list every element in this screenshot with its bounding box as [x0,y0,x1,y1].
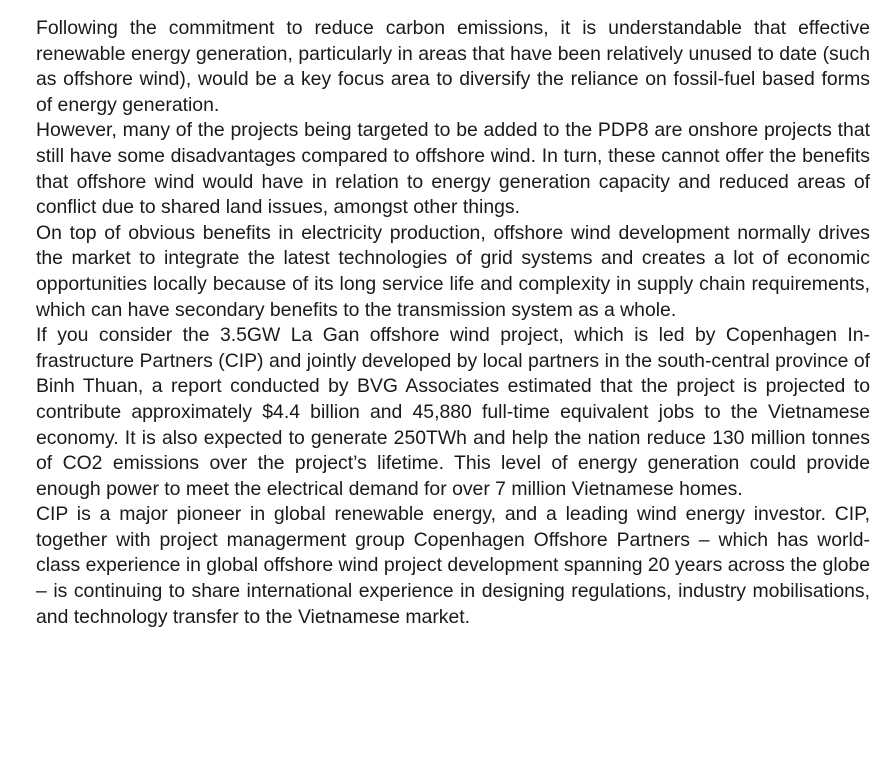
paragraph-la-gan-project: If you consider the 3.5GW La Gan offshore wind project, which is led by Copenhagen Infrastructure Partners (CIP) and jointly developed by local partners in the south-central province of Binh Thuan, a report conducted by BVG Associates estimated that the project is projected to contribute approximately $4.4 billion and 45,880 full-time equivalent jobs to the Vietnamese economy. It is also expected to generate 250TWh and help the nation reduce 130 million tonnes of CO2 emissions over the project’s lifetime. This level of energy generation could provide enough power to meet the electrical demand for over 7 million Vietnamese homes. [36,324,870,500]
paragraph-carbon-commitment: Following the commitment to reduce carbon emissions, it is understandable that effective renewable energy generation, particularly in areas that have been relatively unused to date (such as offshore wind), would be a key focus area to diversify the reliance on fossil-fuel based forms of energy generation. [36,17,870,116]
article-body [36,16,870,630]
paragraph-cip-pioneer: CIP is a major pioneer in global renewable energy, and a leading wind energy investor. CIP, together with project managerment group Copenhagen Offshore Partners – which has world-class experience in global offshore wind project development spanning 20 years across the globe – is continuing to share international experience in designing regulations, industry mobilisations, and technology transfer to the Vietnamese market. [36,503,870,628]
paragraph-offshore-benefits: On top of obvious benefits in electricity production, offshore wind development normally drives the market to integrate the latest technologies of grid systems and creates a lot of economic opportunities locally because of its long service life and complexity in supply chain requirements, which can have secondary benefits to the transmission system as a whole. [36,221,870,321]
paragraph-onshore-disadvantages: However, many of the projects being targeted to be added to the PDP8 are onshore projects that still have some disadvantages compared to offshore wind. In turn, these cannot offer the benefits that offshore wind would have in relation to energy generation capacity and reduced areas of conflict due to shared land issues, amongst other things. [36,119,870,219]
